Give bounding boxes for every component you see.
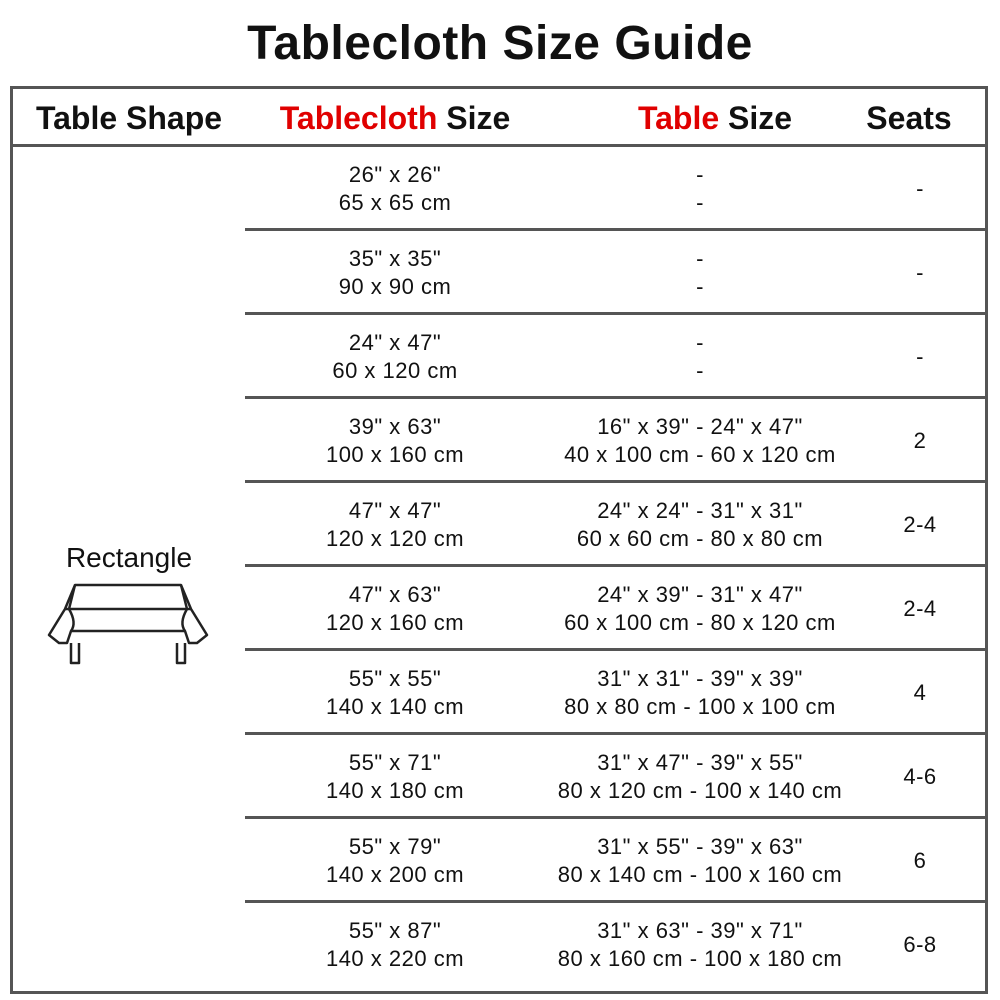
- table-row: [245, 903, 985, 987]
- table-size-cell: [545, 819, 855, 903]
- table-size-cm: 60 x 60 cm - 80 x 80 cm: [576, 526, 824, 551]
- tablecloth-size-inches: 39" x 63": [348, 414, 442, 439]
- header-tablecloth-rest: Size: [437, 100, 511, 136]
- tablecloth-size-cm: 100 x 160 cm: [325, 442, 465, 467]
- tablecloth-size-cell: [245, 903, 545, 987]
- tablecloth-size-cell: [245, 567, 545, 651]
- tablecloth-size-cell: [245, 399, 545, 483]
- seats-cell: 2-4: [903, 596, 937, 621]
- table-header-row: [13, 89, 985, 147]
- table-size-inches: 24" x 39" - 31" x 47": [597, 582, 803, 607]
- table-row: [245, 735, 985, 819]
- seats-cell: 6: [913, 848, 927, 873]
- table-row: [245, 399, 985, 483]
- seats-cell: -: [916, 176, 924, 201]
- tablecloth-size-cm: 90 x 90 cm: [338, 274, 452, 299]
- table-size-cell: [545, 567, 855, 651]
- seats-cell: 6-8: [903, 932, 937, 957]
- table-row: [245, 147, 985, 231]
- tablecloth-size-cm: 140 x 200 cm: [325, 862, 465, 887]
- table-size-cell: [545, 735, 855, 819]
- header-table-rest: Size: [719, 100, 793, 136]
- table-size-inches: 16" x 39" - 24" x 47": [597, 414, 803, 439]
- tablecloth-size-cell: [245, 819, 545, 903]
- table-size-cm: -: [696, 358, 704, 383]
- table-row: [245, 483, 985, 567]
- tablecloth-size-cm: 140 x 220 cm: [325, 946, 465, 971]
- table-size-inches: 31" x 47" - 39" x 55": [597, 750, 803, 775]
- table-size-cell: [545, 483, 855, 567]
- table-size-cm: 80 x 80 cm - 100 x 100 cm: [564, 694, 836, 719]
- header-tablecloth-accent: Tablecloth: [279, 100, 438, 136]
- header-seats: Seats: [866, 100, 952, 136]
- tablecloth-size-inches: 55" x 55": [348, 666, 442, 691]
- table-row: [245, 651, 985, 735]
- table-size-cell: [545, 147, 855, 231]
- table-row: [245, 315, 985, 399]
- table-size-inches: 24" x 24" - 31" x 31": [597, 498, 803, 523]
- seats-cell: 2-4: [903, 512, 937, 537]
- tablecloth-size-cell: [245, 231, 545, 315]
- table-size-cm: 40 x 100 cm - 60 x 120 cm: [564, 442, 836, 467]
- header-tablecloth-size: [245, 89, 545, 147]
- table-size-inches: 31" x 31" - 39" x 39": [597, 666, 803, 691]
- tablecloth-size-inches: 24" x 47": [348, 330, 442, 355]
- table-size-cm: -: [696, 274, 704, 299]
- header-table-size: [545, 89, 885, 147]
- table-row: [245, 567, 985, 651]
- table-size-inches: 31" x 55" - 39" x 63": [597, 834, 803, 859]
- table-size-cm: 80 x 120 cm - 100 x 140 cm: [557, 778, 843, 803]
- page-title: Tablecloth Size Guide: [247, 17, 753, 70]
- tablecloth-size-inches: 55" x 71": [348, 750, 442, 775]
- table-size-cell: [545, 399, 855, 483]
- tablecloth-size-cm: 140 x 180 cm: [325, 778, 465, 803]
- header-table-shape: Table Shape: [35, 100, 223, 136]
- data-rows: [245, 147, 985, 991]
- tablecloth-size-inches: 55" x 87": [348, 918, 442, 943]
- tablecloth-size-cm: 60 x 120 cm: [332, 358, 458, 383]
- tablecloth-size-cell: [245, 735, 545, 819]
- tablecloth-size-cm: 120 x 120 cm: [325, 526, 465, 551]
- tablecloth-size-inches: 55" x 79": [348, 834, 442, 859]
- shape-column: [13, 147, 245, 991]
- header-table-accent: Table: [637, 100, 720, 136]
- tablecloth-size-cm: 120 x 160 cm: [325, 610, 465, 635]
- tablecloth-size-cell: [245, 147, 545, 231]
- shape-label: Rectangle: [65, 542, 193, 573]
- tablecloth-size-cell: [245, 483, 545, 567]
- table-size-cell: [545, 315, 855, 399]
- seats-cell: 4-6: [903, 764, 937, 789]
- table-size-cm: -: [696, 190, 704, 215]
- table-size-cm: 60 x 100 cm - 80 x 120 cm: [564, 610, 836, 635]
- table-size-cm: 80 x 140 cm - 100 x 160 cm: [557, 862, 843, 887]
- tablecloth-size-inches: 35" x 35": [348, 246, 442, 271]
- tablecloth-size-inches: 47" x 63": [348, 582, 442, 607]
- size-guide-table: [10, 86, 988, 994]
- seats-cell: -: [916, 344, 924, 369]
- table-size-inches: 31" x 63" - 39" x 71": [597, 918, 803, 943]
- table-size-cell: [545, 903, 855, 987]
- table-size-cell: [545, 651, 855, 735]
- table-row: [245, 231, 985, 315]
- tablecloth-size-cell: [245, 315, 545, 399]
- tablecloth-size-cell: [245, 651, 545, 735]
- seats-cell: -: [916, 260, 924, 285]
- table-size-inches: -: [696, 162, 704, 187]
- table-size-cm: 80 x 160 cm - 100 x 180 cm: [557, 946, 843, 971]
- tablecloth-size-inches: 47" x 47": [348, 498, 442, 523]
- seats-cell: 4: [913, 680, 927, 705]
- table-size-cell: [545, 231, 855, 315]
- tablecloth-size-cm: 140 x 140 cm: [325, 694, 465, 719]
- seats-cell: 2: [913, 428, 927, 453]
- tablecloth-size-cm: 65 x 65 cm: [338, 190, 452, 215]
- table-size-inches: -: [696, 330, 704, 355]
- tablecloth-size-inches: 26" x 26": [348, 162, 442, 187]
- table-size-inches: -: [696, 246, 704, 271]
- table-row: [245, 819, 985, 903]
- rectangle-table-icon: [47, 579, 209, 669]
